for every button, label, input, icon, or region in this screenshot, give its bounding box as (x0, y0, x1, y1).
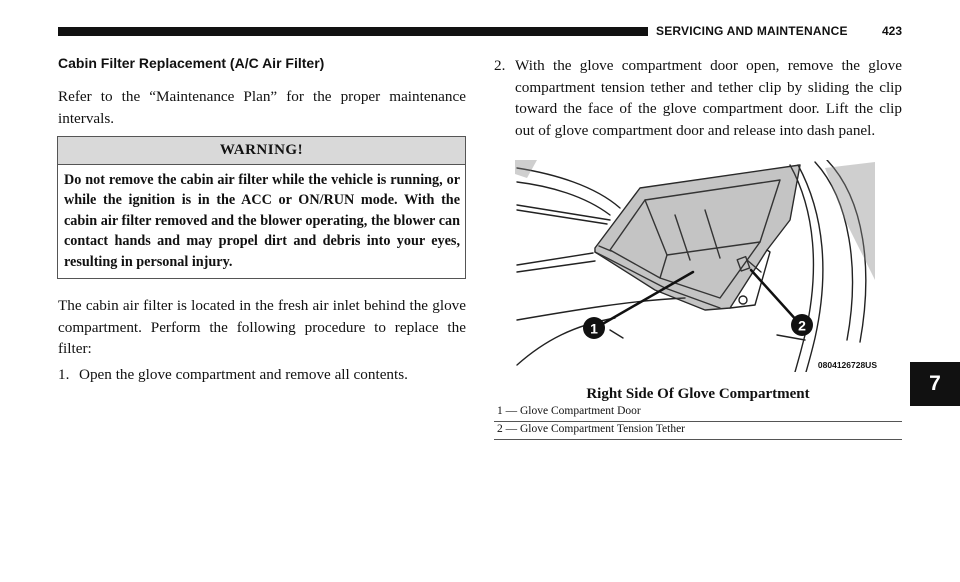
warning-body: Do not remove the cabin air filter while the vehicle is running, or while the ignition is in the ACC or ON/RUN mode. With the cabin air filter removed and the blower operating, the blower can contact hands and may propel dirt and debris into your eyes, resulting in personal injury. (64, 172, 460, 270)
intro-paragraph: Refer to the “Maintenance Plan” for the proper maintenance intervals. (58, 88, 466, 127)
step-2-number: 2. (494, 57, 506, 74)
warning-title: WARNING! (58, 137, 465, 165)
glove-compartment-figure (515, 160, 879, 372)
location-paragraph: The cabin air filter is located in the fresh air inlet behind the glove compartment. Perform the following procedure to replace the filter: (58, 297, 466, 357)
page-number: 423 (882, 24, 903, 38)
legend-bottom-rule (494, 439, 902, 440)
glove-compartment-illustration (515, 160, 879, 372)
chapter-tab[interactable]: 7 (910, 362, 960, 406)
step-2 (494, 55, 902, 165)
step-1 (58, 364, 466, 386)
warning-box (57, 136, 466, 279)
figure-code: 0804126728US (817, 360, 877, 370)
header-rule (58, 27, 648, 36)
legend-item-1: 1 — Glove Compartment Door (497, 405, 641, 417)
figure-caption: Right Side Of Glove Compartment (586, 386, 810, 402)
step-1-number: 1. (58, 366, 70, 383)
section-title: SERVICING AND MAINTENANCE (656, 24, 848, 38)
step-2-text: With the glove compartment door open, remove the glove compartment tension tether and tether clip by sliding the clip toward the face of the glove compartment door. Lift the clip out of glove compartment door and release into dash panel. (515, 57, 902, 139)
section-heading: Cabin Filter Replacement (A/C Air Filter) (58, 55, 325, 71)
step-1-text: Open the glove compartment and remove all contents. (79, 366, 408, 383)
callout-1-label: 1 (590, 320, 598, 337)
legend-divider (494, 421, 902, 422)
legend-item-2: 2 — Glove Compartment Tension Tether (497, 423, 686, 435)
callout-2-label: 2 (798, 317, 806, 334)
